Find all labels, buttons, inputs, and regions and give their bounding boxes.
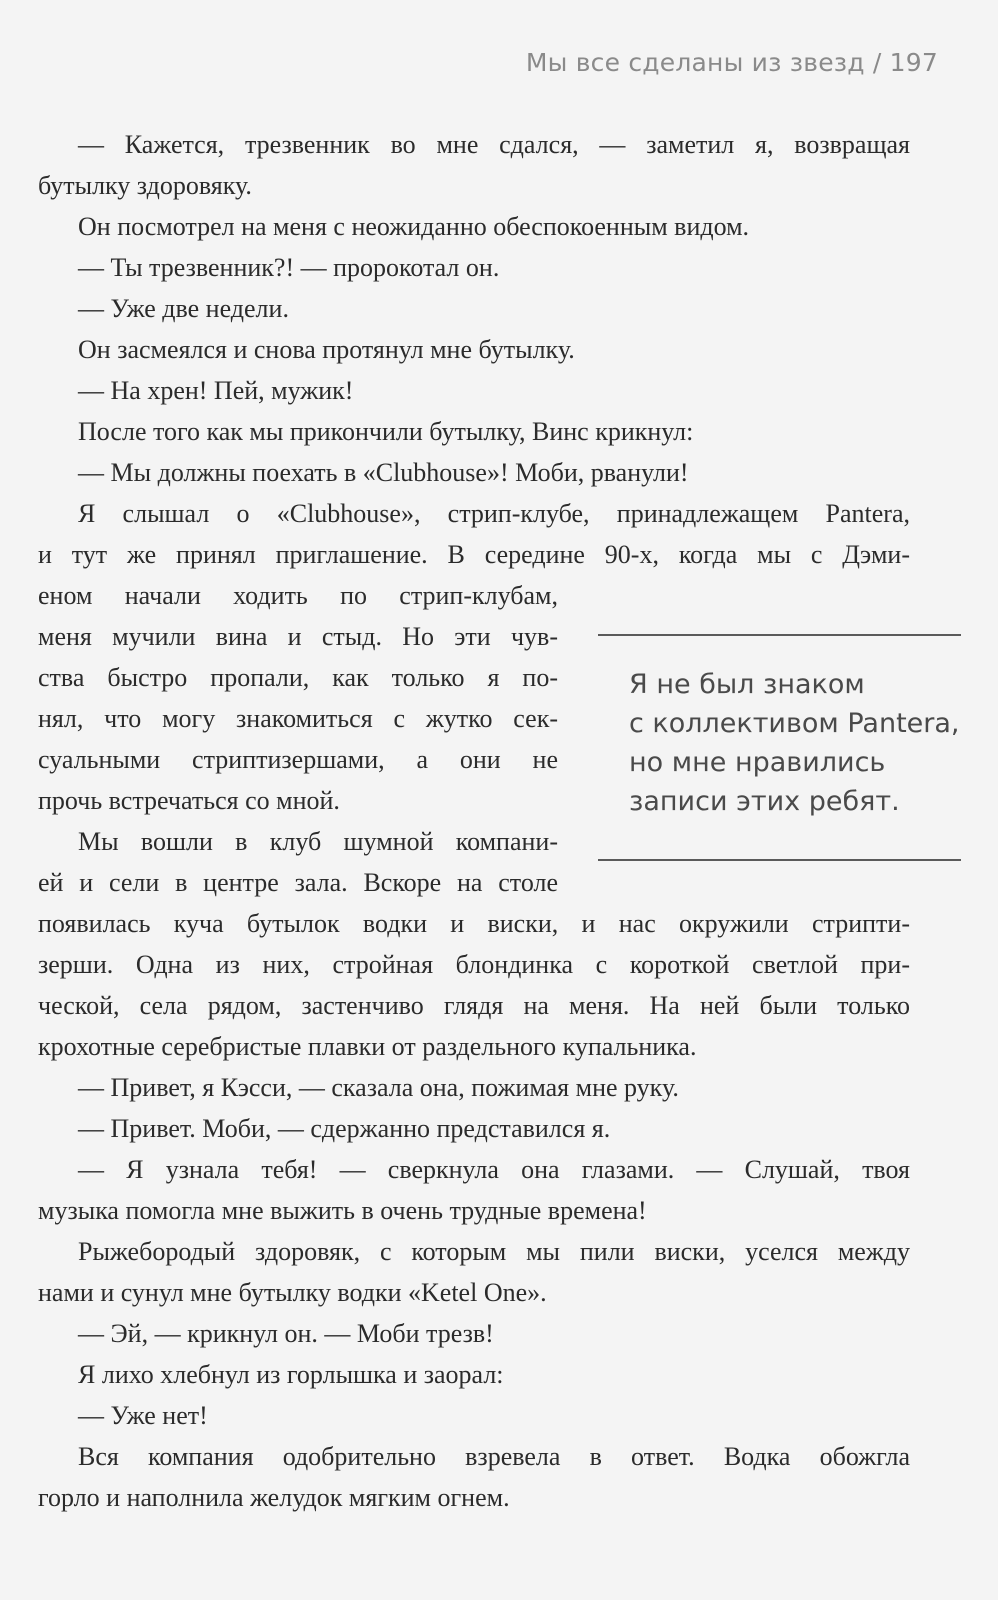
text-line: Я лихо хлебнул из горлышка и заорал: — [78, 1360, 504, 1389]
text-line: — Привет. Моби, — сдержанно представился я. — [78, 1114, 611, 1143]
text-line: — Эй, — крикнул он. — Моби трезв! — [78, 1319, 494, 1348]
text-line: Рыжебородый здоровяк, с которым мы пили виски, уселся между — [78, 1237, 910, 1266]
text-line: — Кажется, трезвенник во мне сдался, — заметил я, возвращая — [78, 130, 910, 159]
text-line: зерши. Одна из них, стройная блондинка с короткой светлой при- — [38, 950, 910, 979]
text-line: — На хрен! Пей, мужик! — [78, 376, 354, 405]
text-line: Я слышал о «Clubhouse», стрип-клубе, принадлежащем Pantera, — [78, 499, 910, 528]
text-line: Вся компания одобрительно взревела в ответ. Водка обожгла — [78, 1442, 910, 1471]
pullquote-line: Я не был знаком — [629, 669, 865, 700]
text-line: — Уже две недели. — [78, 294, 289, 323]
pullquote-top-rule — [598, 634, 961, 636]
text-line: нами и сунул мне бутылку водки «Ketel One». — [38, 1278, 547, 1307]
text-line: После того как мы прикончили бутылку, Винс крикнул: — [78, 417, 694, 446]
pullquote-line: но мне нравились — [629, 747, 886, 778]
text-line: — Уже нет! — [78, 1401, 208, 1430]
pullquote-line: записи этих ребят. — [629, 786, 900, 817]
text-line: суальными стриптизершами, а они не — [38, 745, 558, 774]
text-line: меня мучили вина и стыд. Но эти чув- — [38, 622, 558, 651]
text-line: — Привет, я Кэсси, — сказала она, пожимая мне руку. — [78, 1073, 679, 1102]
pullquote-line: с коллективом Pantera, — [629, 708, 960, 739]
text-line: крохотные серебристые плавки от раздельного купальника. — [38, 1032, 697, 1061]
text-line: горло и наполнила желудок мягким огнем. — [38, 1483, 510, 1512]
text-line: — Мы должны поехать в «Clubhouse»! Моби, рванули! — [78, 458, 689, 487]
text-line: еном начали ходить по стрип-клубам, — [38, 581, 558, 610]
running-head: Мы все сделаны из звезд / 197 — [525, 48, 938, 77]
text-line: Мы вошли в клуб шумной компани- — [78, 827, 558, 856]
text-line: музыка помогла мне выжить в очень трудные времена! — [38, 1196, 647, 1225]
text-line: ческой, села рядом, застенчиво глядя на меня. На ней были только — [38, 991, 910, 1020]
text-line: бутылку здоровяку. — [38, 171, 252, 200]
text-line: ства быстро пропали, как только я по- — [38, 663, 558, 692]
text-line: — Ты трезвенник?! — пророкотал он. — [78, 253, 500, 282]
text-line: появилась куча бутылок водки и виски, и нас окружили стрипти- — [38, 909, 910, 938]
text-line: и тут же принял приглашение. В середине 90-х, когда мы с Дэми- — [38, 540, 910, 569]
text-line: Он засмеялся и снова протянул мне бутылку. — [78, 335, 575, 364]
text-line: Он посмотрел на меня с неожиданно обеспокоенным видом. — [78, 212, 750, 241]
pullquote-bottom-rule — [598, 859, 961, 861]
text-line: — Я узнала тебя! — сверкнула она глазами. — Слушай, твоя — [78, 1155, 910, 1184]
text-line: прочь встречаться со мной. — [38, 786, 340, 815]
text-line: нял, что могу знакомиться с жутко сек- — [38, 704, 558, 733]
text-line: ей и сели в центре зала. Вскоре на столе — [38, 868, 558, 897]
pullquote — [629, 665, 960, 821]
